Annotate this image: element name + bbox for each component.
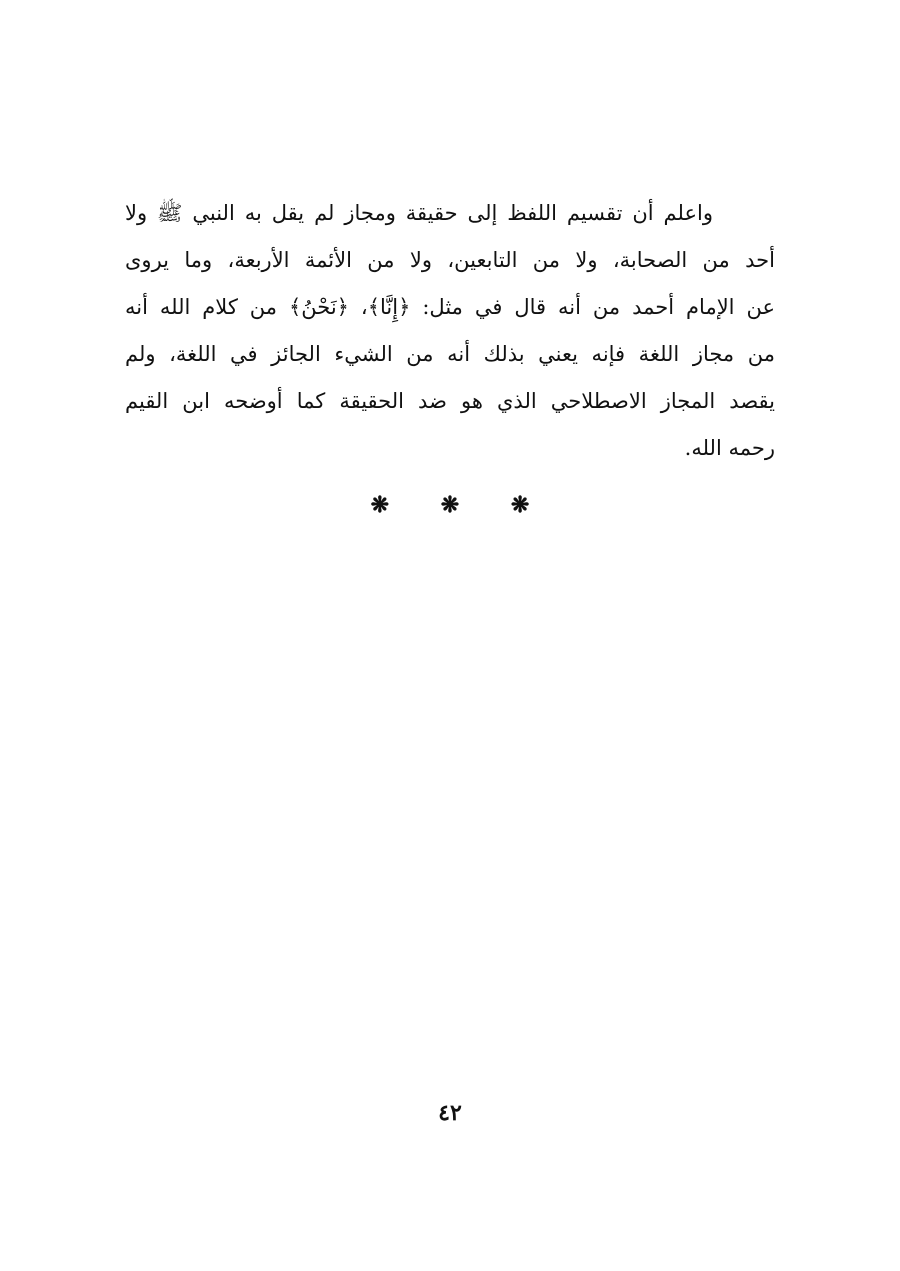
paragraph-line-5: يقصد المجاز الاصطلاحي الذي هو ضد الحقيقة كما أوضحه ابن القيم — [125, 389, 775, 413]
page-number: ٤٢ — [438, 1100, 462, 1126]
paragraph-line-2: أحد من الصحابة، ولا من التابعين، ولا من الأئمة الأربعة، وما يروى — [125, 248, 775, 272]
body-paragraph — [125, 190, 775, 472]
paragraph-line-3: عن الإمام أحمد من أنه قال في مثل: ﴿إِنَّا﴾، ﴿نَحْنُ﴾ من كلام الله أنه — [125, 295, 775, 319]
separator-star-icon: ❋ — [370, 492, 390, 518]
paragraph-line-4: من مجاز اللغة فإنه يعني بذلك أنه من الشيء الجائز في اللغة، ولم — [125, 342, 775, 366]
paragraph-line-1: واعلم أن تقسيم اللفظ إلى حقيقة ومجاز لم يقل به النبي ﷺ ولا — [125, 201, 713, 225]
separator-star-icon: ❋ — [510, 492, 530, 518]
section-separator — [0, 492, 900, 518]
separator-star-icon: ❋ — [440, 492, 460, 518]
paragraph-line-6: رحمه الله. — [684, 436, 775, 460]
